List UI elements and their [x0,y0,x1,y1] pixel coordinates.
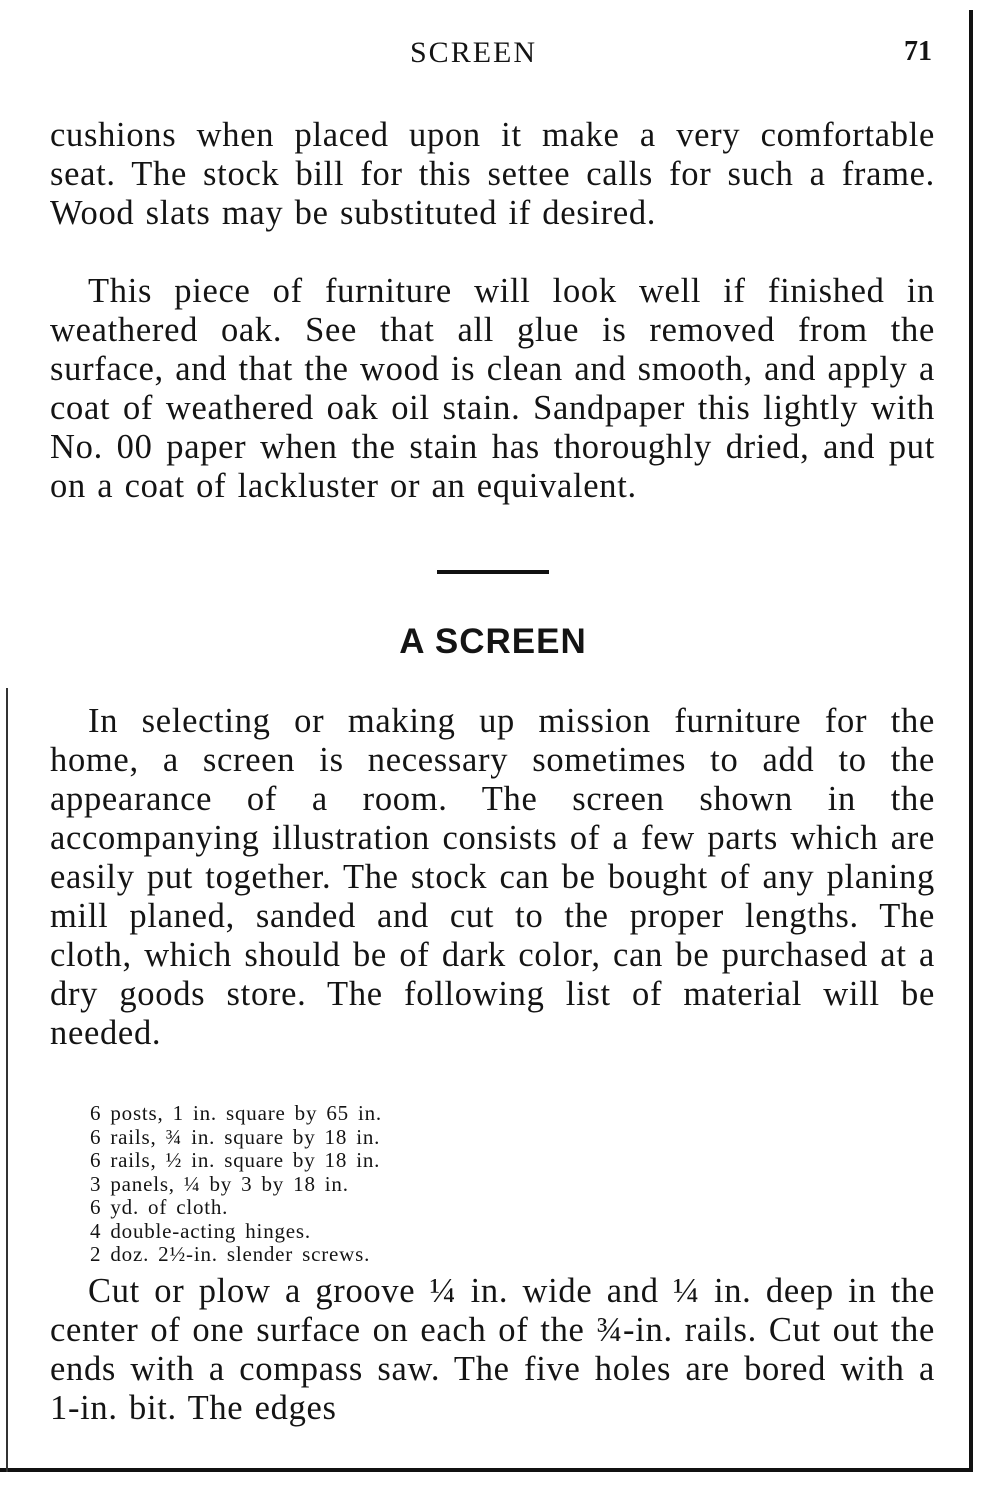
page-number: 71 [904,36,932,67]
material-item: 3 panels, ¼ by 3 by 18 in. [90,1171,349,1196]
running-title: SCREEN [410,36,538,69]
material-list [90,1102,382,1267]
material-item: 6 rails, ½ in. square by 18 in. [90,1148,381,1172]
material-item: 4 double-acting hinges. [90,1218,311,1243]
running-head [0,36,960,76]
material-item: 6 rails, ¾ in. square by 18 in. [90,1124,381,1149]
section-heading: A SCREEN [399,622,587,661]
page-border-left [6,688,8,1472]
section-separator-rule [437,570,549,574]
paragraph-groove-instructions: Cut or plow a groove ¼ in. wide and ¼ in. deep in the center of one surface on each of the ¾-in. rails. Cut out the ends with a compass saw. The five holes are bored with a 1-in. bit. The edges [50,1272,935,1427]
paragraph-settee-seat: cushions when placed upon it make a very comfortable seat. The stock bill for this settee calls for such a frame. Wood slats may be substituted if desired. [50,116,935,232]
material-item: 6 yd. of cloth. [90,1195,229,1219]
paragraph-screen-intro: In selecting or making up mission furniture for the home, a screen is necessary sometimes to add to the appearance of a room. The screen shown in the accompanying illustration consists of a few parts which are easily put together. The stock can be bought of any planing mill planed, sanded and cut to the proper lengths. The cloth, which should be of dark color, can be purchased at a dry goods store. The following list of material will be needed. [50,702,935,1052]
paragraph-finishing: This piece of furniture will look well if finished in weathered oak. See that all glue is removed from the surface, and that the wood is clean and smooth, and apply a coat of weathered oak oil stain. Sandpaper this lightly with No. 00 paper when the stain has thoroughly dried, and put on a coat of lackluster or an equivalent. [50,272,935,505]
material-item: 2 doz. 2½-in. slender screws. [90,1242,371,1266]
page-border-bottom [0,1468,973,1472]
page-border-right [969,10,973,1472]
material-item: 6 posts, 1 in. square by 65 in. [90,1101,382,1125]
